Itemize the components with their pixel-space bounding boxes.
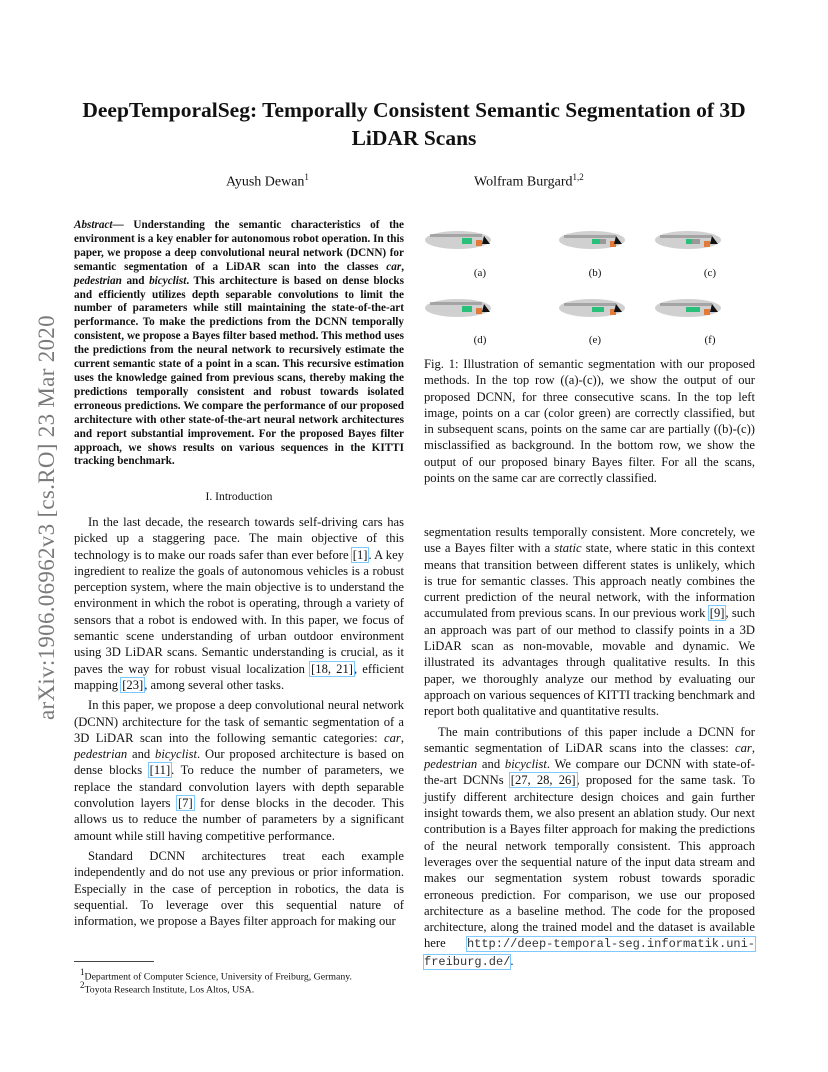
class-pedestrian: pedestrian	[74, 747, 128, 762]
text: In the last decade, the research towards self-driving cars has picked up a staggering pace. The main objective of this technology is to make our roads safer than ever before	[74, 515, 404, 562]
subfigure-label-d: (d)	[473, 334, 487, 346]
section-title: I. Introduction	[205, 490, 273, 503]
class-car: car	[384, 730, 401, 745]
footnote-mark: 1	[80, 967, 85, 977]
citation-link[interactable]: [1]	[352, 547, 368, 562]
lidar-scan-image-f	[652, 288, 724, 328]
abstract-text: . This architecture is based on dense blocks and efficiently utilizes depth separable convolutions to limit the number of parameters while still maintaining the state-of-the-art performance. To make the predictions from the DCNN temporally consistent, we propose a Bayes filter based method. This method uses the predictions from the neural network to recursively estimate the current semantic state of a point in a scan. This recursive estimation uses the knowledge gained from previous scans, thereby making the predictions temporally consistent and robust towards isolated erroneous predictions. We compare the performance of our proposed architecture with other state-of-the-art neural network architectures and report substantial improvement. For the proposed Bayes filter approach, we shows results on various sequences in the KITTI tracking benchmark.	[74, 274, 404, 468]
author-2-name: Wolfram Burgard	[474, 174, 573, 190]
abstract-class-car: car	[386, 260, 402, 273]
text: , such an approach was part of our method to classify points in a 3D LiDAR scan as non-movable, movable and dynamic. We illustrated its advantages through qualitative results. In this paper, we thoroughly analyze our method by evaluating our approach on various sequences of KITTI tracking benchmark and report both qualitative and quantitative results.	[424, 606, 755, 719]
lidar-scan-image-b	[556, 220, 628, 260]
footnote-rule	[74, 961, 154, 962]
figure-1	[424, 212, 734, 354]
text: and	[127, 747, 156, 762]
class-car: car	[735, 740, 752, 755]
title-line-2: LiDAR Scans	[351, 126, 477, 150]
text: and	[477, 757, 505, 772]
abstract-sep: ,	[401, 260, 404, 273]
term-static: static	[554, 541, 582, 556]
abstract	[74, 219, 404, 469]
column-right	[424, 524, 755, 974]
author-1	[226, 172, 309, 191]
arxiv-stamp: arXiv:1906.06962v3 [cs.RO] 23 Mar 2020	[34, 315, 59, 720]
text: ,	[751, 740, 755, 755]
subfigure-label-c: (c)	[703, 267, 717, 279]
text: , proposed for the same task. To justify different architecture design choices and gain further insight towards them, we also present an ablation study. Our next contribution is a Bayes filter approach for making the predictions of the neural network temporally consistent. This approach leverages over the sequential nature of the input data stream and makes our segmentation system robust towards sporadic erroneous prediction. For comparison, we use our proposed architecture as a baseline method. The code for the proposed architecture, along the trained model and the dataset is available here	[424, 773, 755, 951]
footnote-2	[80, 979, 410, 996]
author-1-affil: 1	[304, 172, 309, 182]
footnote-text: Toyota Research Institute, Los Altos, USA.	[84, 984, 255, 996]
paragraph	[74, 514, 404, 693]
abstract-lead: Abstract	[74, 219, 113, 231]
text: state, where static in this context means that transition between different states is unlikely, which is true for semantic classes. This approach neatly combines the current prediction of the neural network, with the information accumulated from previous scans. In our previous work	[424, 541, 755, 621]
citation-link[interactable]: [18, 21]	[311, 661, 353, 676]
text: . We compare our DCNN with state-of-the-art DCNNs	[424, 757, 756, 788]
footnote-text: Department of Computer Science, University of Freiburg, Germany.	[84, 971, 352, 983]
author-1-name: Ayush Dewan	[226, 174, 305, 190]
citation-link[interactable]: [7]	[177, 796, 193, 811]
citation-link[interactable]: [9]	[709, 606, 725, 621]
paragraph: Standard DCNN architectures treat each example independently and do not use any previous or prior information. Especially in the case of perception in robotics, the data is sequential. To leverage over this sequential nature of information, we propose a Bayes filter approach for making our	[74, 848, 404, 929]
class-pedestrian: pedestrian	[424, 757, 478, 772]
lidar-scan-image-c	[652, 220, 724, 260]
text: . A key ingredient to realize the goals of autonomous vehicles is a robust perception system, where the main objective is to understand the environment in which the robot is operating, through a variety of sensors that a robot is endowed with. In this paper, we focus of semantic scene understanding of urban outdoor environment using 3D LiDAR scans. Semantic understanding is crucial, as it paves the way for robust visual localization	[74, 547, 404, 676]
subfigure-label-a: (a)	[473, 267, 487, 279]
class-bicyclist: bicyclist	[504, 757, 547, 772]
author-2	[474, 172, 584, 191]
text: for dense blocks in the decoder. This allows us to reduce the number of parameters by a significant amount while still having competitive performance.	[74, 796, 404, 843]
text: , among several other tasks.	[144, 677, 285, 692]
abstract-sep: and	[121, 274, 150, 287]
citation-link[interactable]: [23]	[122, 677, 144, 692]
text: The main contributions of this paper include a DCNN for semantic segmentation of LiDAR scans into the classes:	[424, 724, 755, 755]
abstract-class-pedestrian: pedestrian	[74, 274, 122, 287]
lidar-scan-image-e	[556, 288, 628, 328]
text: .	[510, 953, 514, 968]
title-line-1: DeepTemporalSeg: Temporally Consistent Semantic Segmentation of 3D	[82, 98, 746, 122]
paragraph	[424, 524, 755, 720]
text: . Our proposed architecture is based on dense blocks	[74, 747, 405, 778]
author-2-affil: 1,2	[572, 172, 584, 182]
class-bicyclist: bicyclist	[155, 747, 197, 762]
lidar-scan-image-d	[424, 288, 496, 328]
footnote-mark: 2	[80, 980, 85, 990]
paragraph	[424, 724, 755, 970]
lidar-scan-image-a	[424, 220, 496, 260]
subfigure-label-f: (f)	[704, 334, 716, 346]
section-heading	[74, 490, 404, 503]
text: In this paper, we propose a deep convolutional neural network (DCNN) architecture for the task of semantic segmentation of a 3D LiDAR scan into the following semantic categories:	[74, 698, 404, 745]
citation-link[interactable]: [27, 28, 26]	[510, 773, 576, 788]
abstract-dash: —	[112, 219, 134, 231]
paragraph	[74, 697, 404, 844]
figure-caption: Fig. 1: Illustration of semantic segmentation with our proposed methods. In the top row ((a)-(c)), we show the output of our proposed DCNN, for three consecutive scans. In the top left image, points on a car (color green) are correctly classified, but in subsequent scans, points on the same car are partially ((b)-(c)) misclassified as background. In the bottom row, we show the output of our proposed binary Bayes filter. For all the scans, points on the same car are correctly classified.	[424, 357, 755, 486]
citation-link[interactable]: [11]	[149, 763, 171, 778]
subfigure-label-e: (e)	[588, 334, 602, 346]
abstract-text: Understanding the semantic characteristics of the environment is a key enabler for autonomous robot operation. In this paper, we propose a deep convolutional neural network (DCNN) for semantic segmentation of a LiDAR scan into the classes	[74, 219, 404, 273]
project-url-link[interactable]: http://deep-temporal-seg.informatik.uni-freiburg.de/	[424, 937, 755, 969]
abstract-class-bicyclist: bicyclist	[149, 274, 187, 287]
paper-title	[40, 96, 788, 152]
subfigure-label-b: (b)	[588, 267, 602, 279]
text: ,	[400, 730, 404, 745]
text: segmentation results temporally consistent. More concretely, we use a Bayes filter with a	[424, 525, 755, 556]
column-left	[74, 514, 404, 933]
text: , efficient mapping	[74, 661, 404, 692]
text: . To reduce the number of parameters, we replace the standard convolution layers with depth separable convolution layers	[74, 763, 404, 811]
